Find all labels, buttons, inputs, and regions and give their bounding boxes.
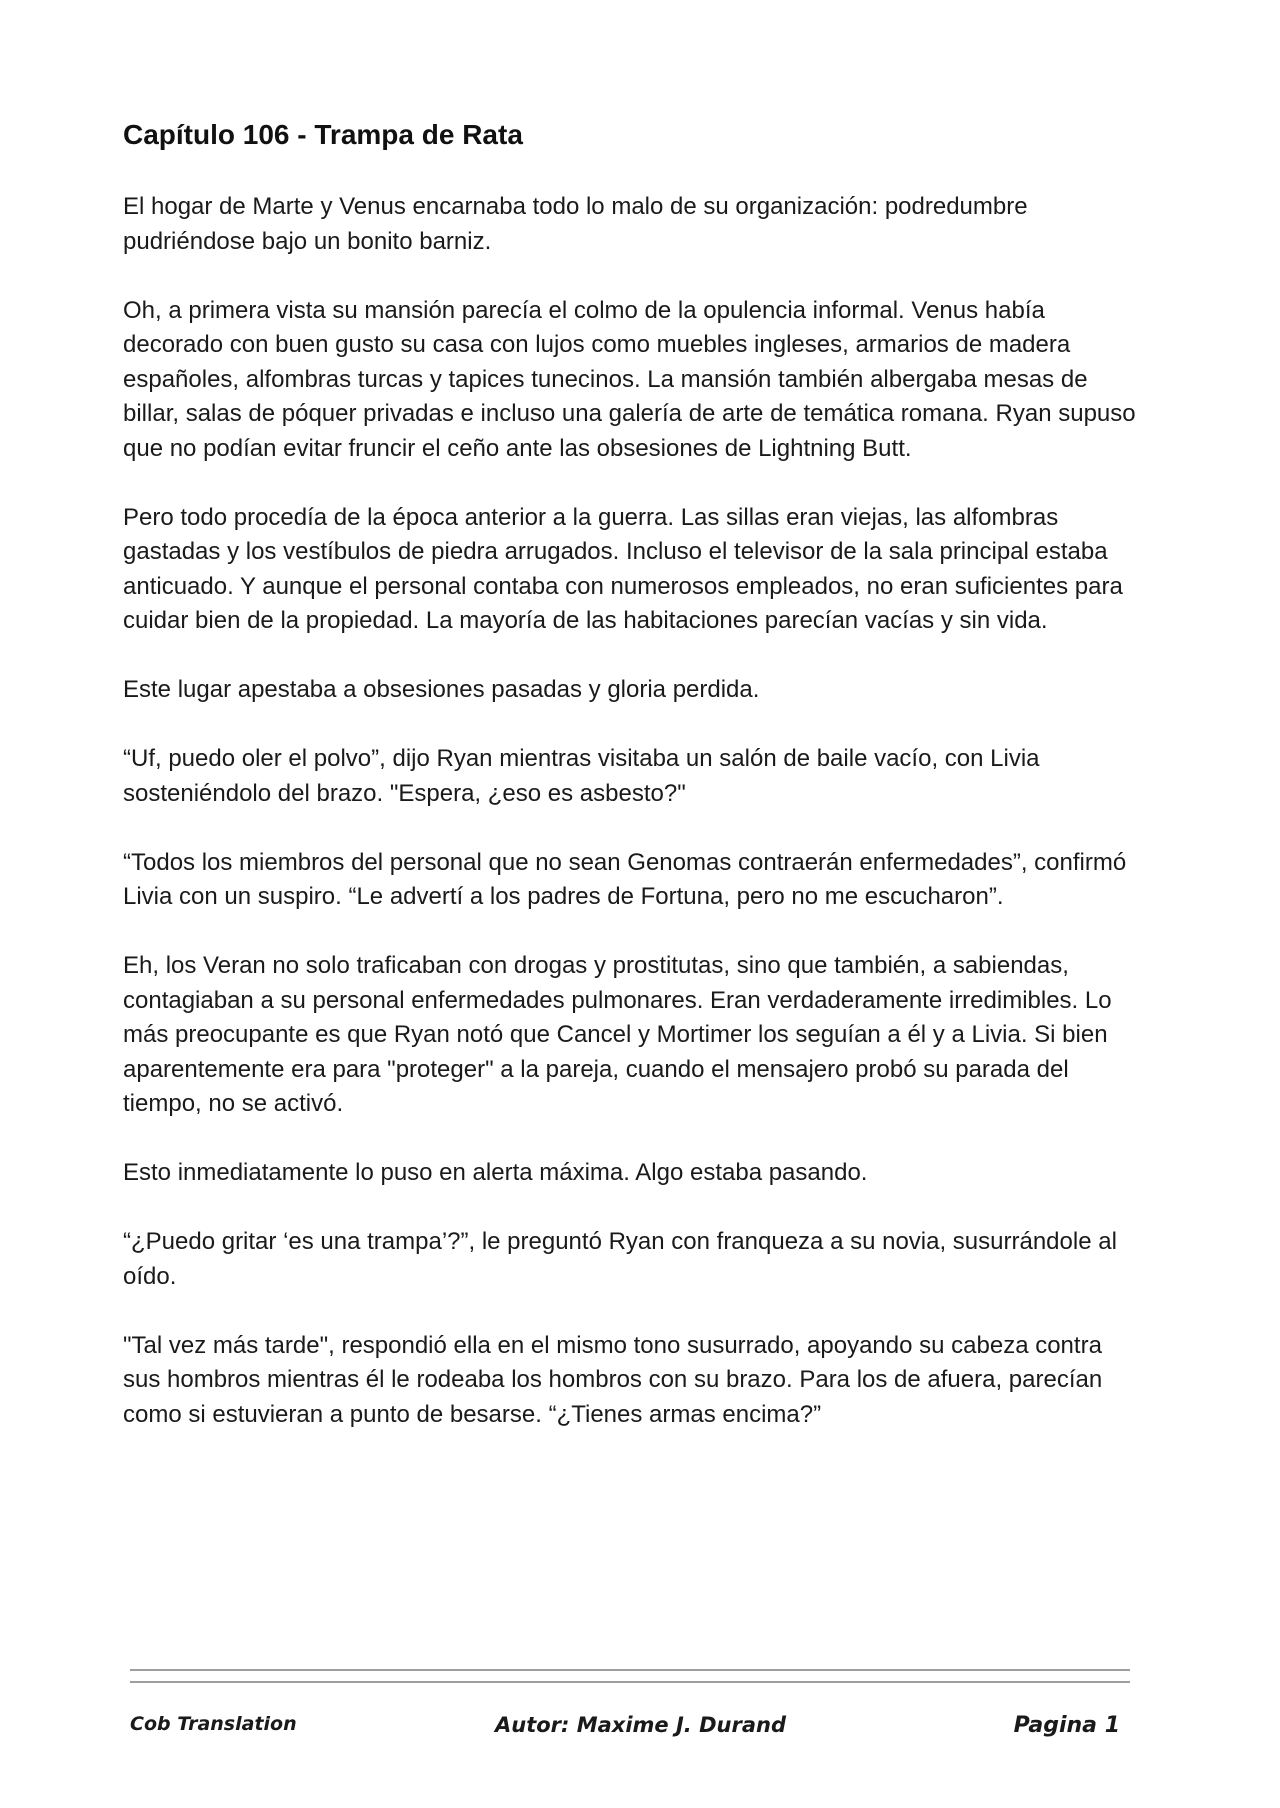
paragraph: Este lugar apestaba a obsesiones pasadas y gloria perdida. bbox=[123, 676, 760, 703]
paragraph: Pero todo procedía de la época anterior a la guerra. Las sillas eran viejas, las alfombras gastadas y los vestíbulos de piedra arrugados. Incluso el televisor de la sala principal estaba anticuado. Y aunque el personal contaba con numerosos empleados, no eran suficientes para cuidar bien de la propiedad. La mayoría de las habitaciones parecían vacías y sin vida. bbox=[123, 503, 1123, 634]
footer-translator: Cob Translation bbox=[130, 1713, 297, 1735]
paragraph: Eh, los Veran no solo traficaban con drogas y prostitutas, sino que también, a sabiendas, contagiaban a su personal enfermedades pulmonares. Eran verdaderamente irredimibles. Lo más preocupante es que Ryan notó que Cancel y Mortimer los seguían a él y a Livia. Si bien aparentemente era para "proteger" a la pareja, cuando el mensajero probó su parada del tiempo, no se activó. bbox=[123, 952, 1112, 1117]
paragraph: "Tal vez más tarde", respondió ella en el mismo tono susurrado, apoyando su cabeza contra sus hombros mientras él le rodeaba los hombros con su brazo. Para los de afuera, parecían como si estuvieran a punto de besarse. “¿Tienes armas encima?” bbox=[123, 1331, 1103, 1428]
paragraph: Esto inmediatamente lo puso en alerta máxima. Algo estaba pasando. bbox=[123, 1159, 868, 1186]
chapter-title: Capítulo 106 - Trampa de Rata bbox=[123, 119, 523, 150]
paragraph: “¿Puedo gritar ‘es una trampa’?”, le preguntó Ryan con franqueza a su novia, susurrándole al oído. bbox=[123, 1228, 1117, 1290]
footer-divider bbox=[130, 1669, 1130, 1671]
page-footer bbox=[130, 1713, 1130, 1743]
paragraph: Oh, a primera vista su mansión parecía el colmo de la opulencia informal. Venus había decorado con buen gusto su casa con lujos como muebles ingleses, armarios de madera españoles, alfombras turcas y tapices tunecinos. La mansión también albergaba mesas de billar, salas de póquer privadas e incluso una galería de arte de temática romana. Ryan supuso que no podían evitar fruncir el ceño ante las obsesiones de Lightning Butt. bbox=[123, 296, 1136, 462]
page-content bbox=[123, 118, 1143, 1467]
footer-page-number: Pagina 1 bbox=[1013, 1713, 1120, 1738]
footer-author: Autor: Maxime J. Durand bbox=[495, 1713, 786, 1737]
paragraph: “Uf, puedo oler el polvo”, dijo Ryan mientras visitaba un salón de baile vacío, con Livia sosteniéndolo del brazo. "Espera, ¿eso es asbesto?" bbox=[123, 745, 1040, 807]
footer-divider bbox=[130, 1681, 1130, 1683]
chapter-body bbox=[123, 190, 1143, 1432]
paragraph: El hogar de Marte y Venus encarnaba todo lo malo de su organización: podredumbre pudriéndose bajo un bonito barniz. bbox=[123, 193, 1028, 255]
paragraph: “Todos los miembros del personal que no sean Genomas contraerán enfermedades”, confirmó Livia con un suspiro. “Le advertí a los padres de Fortuna, pero no me escucharon”. bbox=[123, 848, 1127, 910]
